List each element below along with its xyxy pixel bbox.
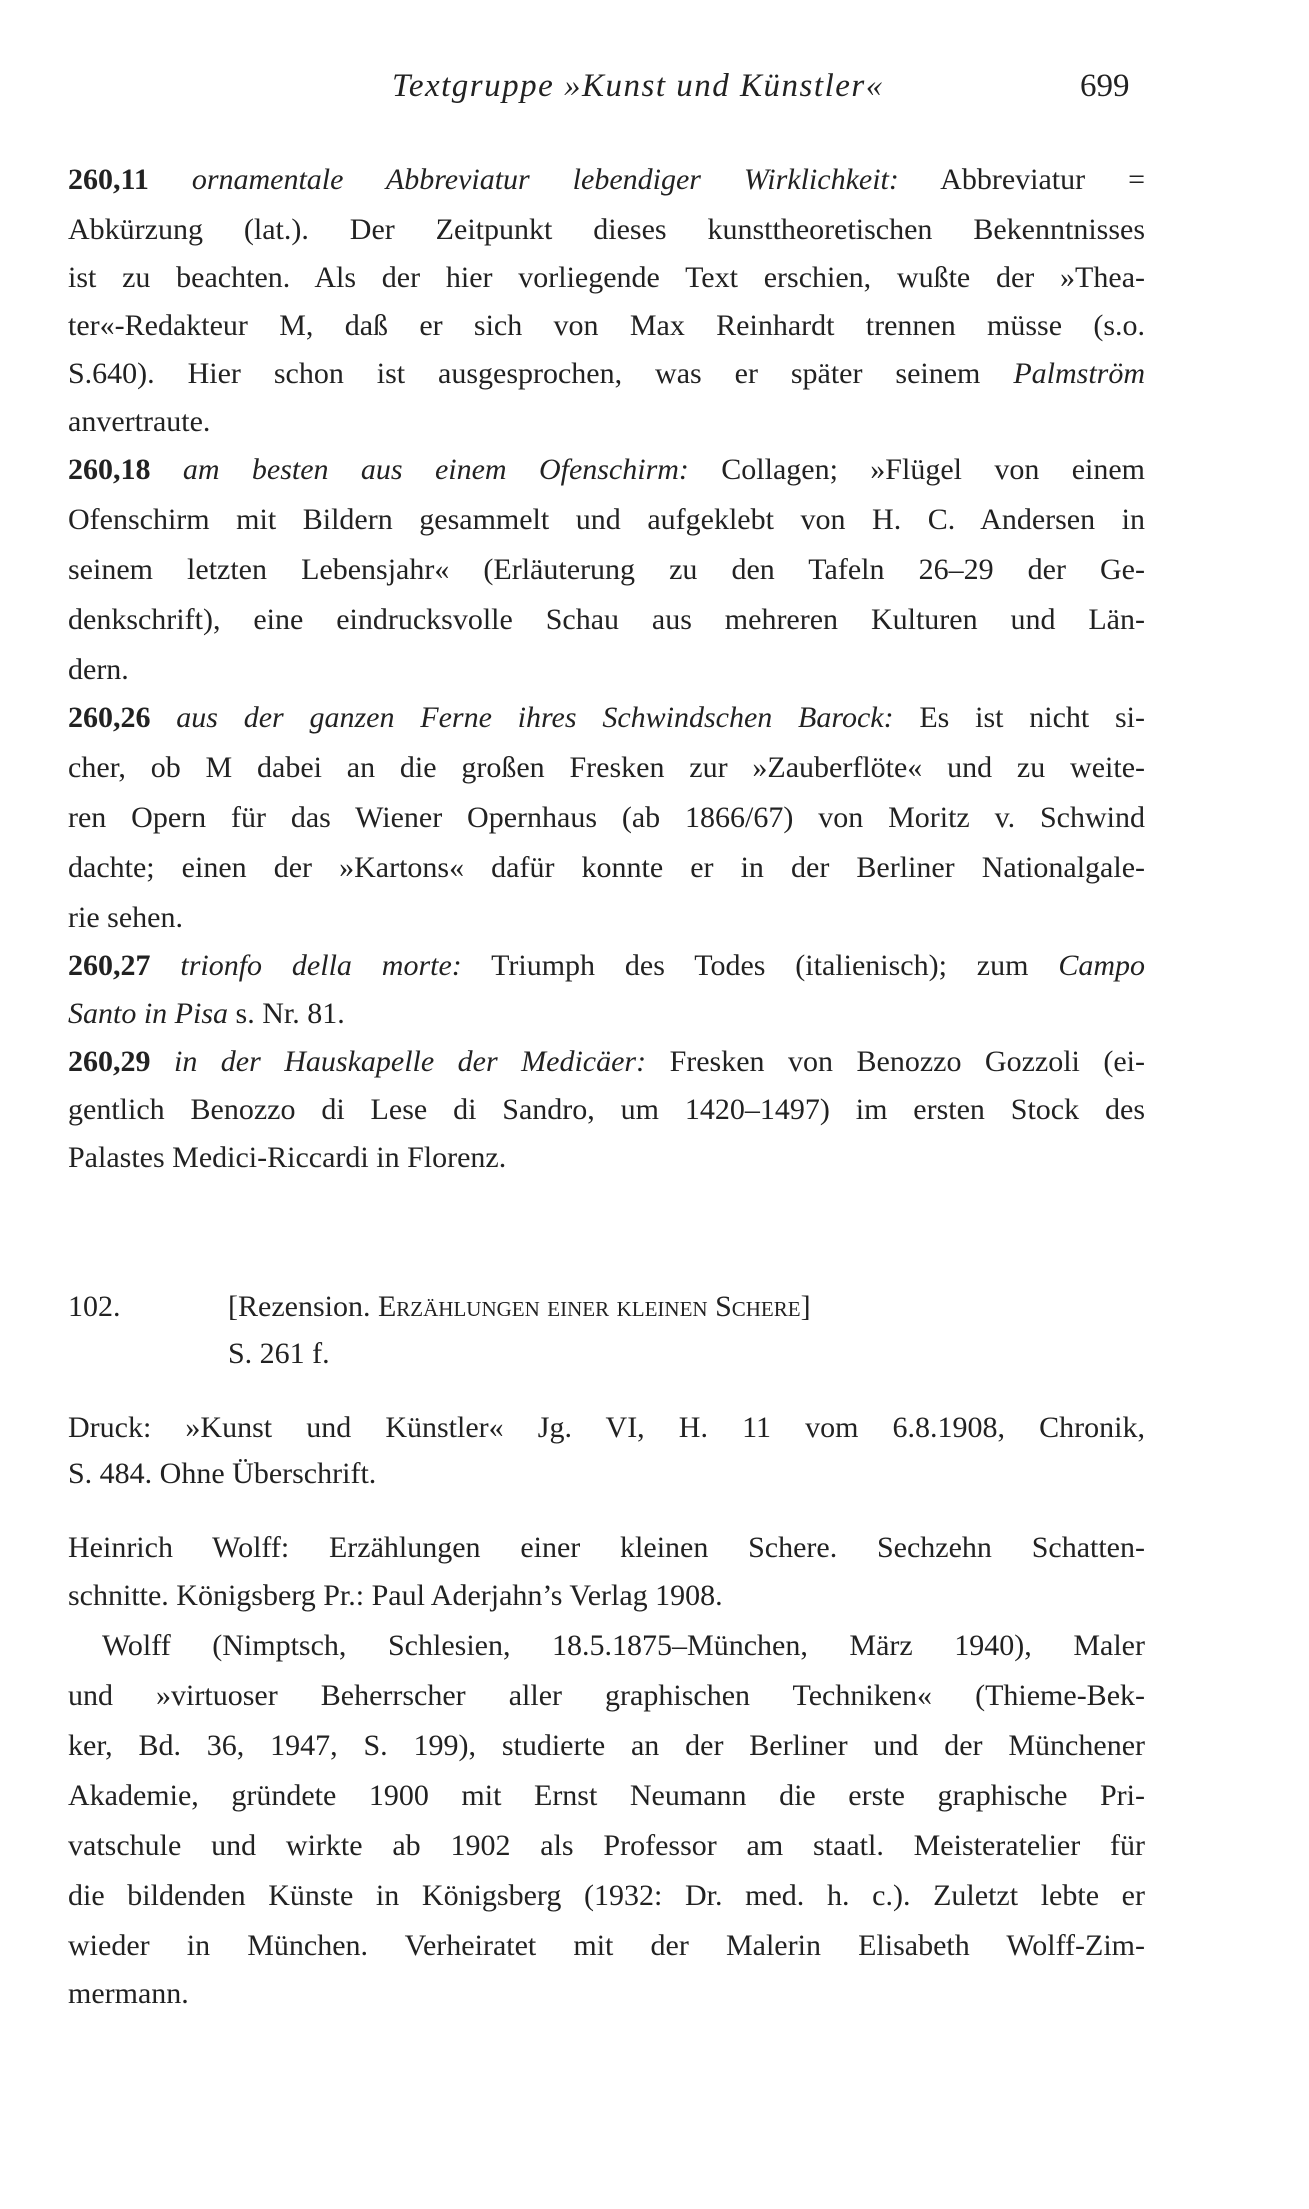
commentary-line: die bildenden Künste in Königsberg (1932: Dr. med. h. c.). Zuletzt lebte er — [68, 1879, 1145, 1912]
commentary-line: wieder in München. Verheiratet mit der Malerin Elisabeth Wolff-Zim- — [68, 1929, 1145, 1962]
note-line: rie sehen. — [68, 901, 183, 934]
note-italic: Santo in Pisa — [68, 997, 236, 1030]
note-line: ter«-Redakteur M, daß er sich von Max Reinhardt trennen müsse (s.o. — [68, 309, 1145, 342]
commentary-line: und »virtuoser Beherrscher aller graphischen Techniken« (Thieme-Bek- — [68, 1679, 1145, 1712]
note-line: cher, ob M dabei an die großen Fresken zur »Zauberflöte« und zu weite- — [68, 751, 1145, 784]
note-line: dern. — [68, 653, 129, 686]
note-ref: 260,29 — [68, 1045, 151, 1078]
entry-title-prefix: [Rezension. — [228, 1290, 378, 1323]
note-text: S.640). Hier schon ist ausgesprochen, was er später seinem — [68, 357, 1014, 390]
note-text: Abbreviatur = — [898, 163, 1145, 196]
commentary-line: Wolff (Nimptsch, Schlesien, 18.5.1875–München, März 1940), Maler — [102, 1629, 1145, 1662]
note-line: denkschrift), eine eindrucksvolle Schau aus mehreren Kulturen und Län- — [68, 603, 1145, 636]
druck-line: Druck: »Kunst und Künstler« Jg. VI, H. 11 vom 6.8.1908, Chronik, — [68, 1411, 1145, 1444]
note-line — [68, 700, 1145, 736]
note-lemma: am besten aus einem Ofenschirm: — [182, 453, 689, 486]
note-line: ist zu beachten. Als der hier vorliegende Text erschien, wußte der »Thea- — [68, 261, 1145, 294]
commentary-line: ker, Bd. 36, 1947, S. 199), studierte an der Berliner und der Münchener — [68, 1729, 1145, 1762]
note-line — [68, 162, 1145, 198]
note-italic: Campo — [1058, 949, 1145, 982]
note-ref: 260,27 — [68, 949, 151, 982]
note-text: Es ist nicht si- — [893, 701, 1145, 734]
note-line — [68, 452, 1145, 488]
note-italic: Palmström — [1013, 357, 1145, 390]
note-text: s. Nr. 81. — [235, 997, 345, 1030]
note-lemma: in der Hauskapelle der Medicäer: — [173, 1045, 647, 1078]
note-line: Abkürzung (lat.). Der Zeitpunkt dieses kunsttheoretischen Bekenntnisses — [68, 213, 1145, 246]
note-line — [68, 356, 1145, 392]
note-ref: 260,11 — [68, 163, 149, 196]
note-lemma: ornamentale Abbreviatur lebendiger Wirklichkeit: — [191, 163, 899, 196]
note-text: Collagen; »Flügel von einem — [688, 453, 1145, 486]
note-lemma: trionfo della morte: — [180, 949, 462, 982]
note-lemma: aus der ganzen Ferne ihres Schwindschen Barock: — [176, 701, 894, 734]
note-line — [68, 948, 1145, 984]
commentary-line: mermann. — [68, 1977, 189, 2010]
note-ref: 260,26 — [68, 701, 151, 734]
entry-title — [228, 1289, 811, 1325]
entry-number: 102. — [68, 1290, 121, 1323]
note-line: Ofenschirm mit Bildern gesammelt und aufgeklebt von H. C. Andersen in — [68, 503, 1145, 536]
entry-title-caps: Erzählungen einer kleinen Schere — [377, 1290, 801, 1323]
note-text: Triumph des Todes (italienisch); zum — [461, 949, 1059, 982]
commentary-line: Akademie, gründete 1900 mit Ernst Neumann die erste graphische Pri- — [68, 1779, 1145, 1812]
note-line: ren Opern für das Wiener Opernhaus (ab 1866/67) von Moritz v. Schwind — [68, 801, 1145, 834]
running-title: Textgruppe »Kunst und Künstler« — [392, 68, 884, 104]
entry-title-suffix: ] — [800, 1290, 811, 1323]
commentary-line: vatschule und wirkte ab 1902 als Professor am staatl. Meisteratelier für — [68, 1829, 1145, 1862]
note-line — [68, 1044, 1145, 1080]
druck-line: S. 484. Ohne Überschrift. — [68, 1457, 377, 1490]
bibliography-line: schnitte. Königsberg Pr.: Paul Aderjahn’s Verlag 1908. — [68, 1579, 723, 1612]
note-line: Palastes Medici-Riccardi in Florenz. — [68, 1141, 507, 1174]
note-line: anvertraute. — [68, 405, 211, 438]
entry-pages: S. 261 f. — [228, 1337, 330, 1370]
note-line: gentlich Benozzo di Lese di Sandro, um 1420–1497) im ersten Stock des — [68, 1093, 1145, 1126]
note-line — [68, 996, 1145, 1032]
note-line: dachte; einen der »Kartons« dafür konnte er in der Berliner Nationalgale- — [68, 851, 1145, 884]
note-text: Fresken von Benozzo Gozzoli (ei- — [646, 1045, 1145, 1078]
page-number: 699 — [1080, 68, 1130, 104]
note-line: seinem letzten Lebensjahr« (Erläuterung zu den Tafeln 26–29 der Ge- — [68, 553, 1145, 586]
bibliography-line: Heinrich Wolff: Erzählungen einer kleinen Schere. Sechzehn Schatten- — [68, 1531, 1145, 1564]
note-ref: 260,18 — [68, 453, 151, 486]
